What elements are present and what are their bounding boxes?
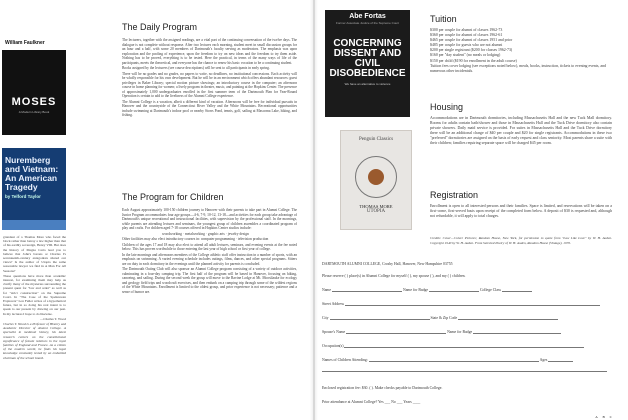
- form-reserve-line[interactable]: Please reserve ( ) place(s) in Alumni College for myself ( ), my spouse ( ), and my ( ) children.: [322, 274, 466, 278]
- street-field[interactable]: [345, 302, 600, 306]
- cover-title: Nuremberg and Vietnam: An American Tragedy: [5, 155, 59, 192]
- children-label: Names of Children Attending:: [322, 358, 368, 362]
- tuition-line: $150 per child ($190 for enrollment in the adult course): [430, 58, 517, 63]
- cover-author: THOMAS MORE: [359, 204, 393, 209]
- state-label: State & Zip Code: [430, 316, 458, 320]
- cover-title: MOSES: [11, 96, 57, 108]
- form-row-city: [322, 316, 612, 320]
- spouse-label: Spouse's Name: [322, 330, 346, 334]
- cover-stripe: [2, 220, 66, 230]
- cover-label: Penguin Classics: [358, 137, 394, 142]
- paragraph: woodworking · metalworking · graphic arts · jewelry design: [162, 231, 249, 236]
- city-field[interactable]: [330, 316, 430, 320]
- page-spine: [313, 0, 315, 420]
- tuition-line: $485 per couple for guests who are not alumni: [430, 43, 503, 48]
- occupation-label: Occupation(s): [322, 344, 344, 348]
- paragraph: Each August approximately 100-150 children journey to Hanover with their parents to take part in Alumni College. The Junior Program accommodates four age groups—4-6, 7-9, 10-12, 13-18—and activities for each group take advantage of Dartmouth's unique recreational and instructional facilities, with supervision by the professional staff. In the mornings, while parents are attending lectures and seminars, the youngest group of children assembles a coordinated program of play and crafts. For children aged 7-18 courses offered in Hopkins Center studios include:: [122, 208, 297, 230]
- paragraph: Other facilities may also elect introductory courses in: computer programming · television production: [122, 237, 269, 241]
- form-fee-line[interactable]: Enclosed registration fee: $30. ( ). Make checks payable to Dartmouth College.: [322, 386, 443, 390]
- ages-label: Ages: [539, 358, 548, 362]
- section-heading-daily-program: The Daily Program: [122, 22, 198, 32]
- registration-text: [430, 204, 612, 220]
- cover-tagline: Former Associate Justice of the Supreme Court: [335, 21, 400, 25]
- cover-author: by Telford Taylor: [5, 194, 41, 199]
- paragraph: Books assigned by the lecturers (see course descriptions) will be sent to all participants in early spring.: [122, 66, 270, 70]
- essay-column: [3, 235, 66, 361]
- tuition-line: $200 per single registrant ($200 for classes 1962-73): [430, 48, 513, 53]
- spouse-field[interactable]: [346, 330, 446, 334]
- form-row-children: [322, 358, 612, 362]
- signature: —Charles T. Wood: [39, 316, 66, 321]
- cover-author: William Faulkner: [2, 38, 66, 50]
- book-cover-utopia: [340, 130, 412, 230]
- tuition-line: $360 per couple for alumni of classes 1962-61: [430, 33, 503, 38]
- paragraph: Enrollment is open to all interested persons and their families. Space is limited, and reservations will be taken on a first-come, first-served basis upon receipt of the completed form below. A deposit of $30 is requested and, although not refundable, it will apply to total charges.: [430, 204, 612, 219]
- form-row-children-2: [322, 368, 612, 372]
- cover-publisher: A Modern Library Book: [18, 110, 50, 114]
- ages-field[interactable]: [548, 358, 573, 362]
- paragraph: The Dartmouth Outing Club will also sponsor an Alumni College program consisting of a variety of outdoor activities, culminating in a four-day camping trip. The first half of the program will be based in Hanover, focusing on hiking, canoeing, and sailing. During the second week the group will move to the Ravine Lodge at Mt. Moosilauke for ecology and geology field trips and woodcraft exercises, and then embark on a camping trip through some of the wildest regions of the White Mountains. Enrollment is limited to the oldest group, and prior experience is not necessary; patience and a sense of humor are.: [122, 267, 297, 294]
- credits: Credits: Cover—Culver Pictures; Random House, New York, for permission to quote from "Law Like Love" by W. H. Auden. Copyright 1940 by W. H. Auden. From Selected Poetry of W. H. Auden, Random House (Vintage), 1970.: [430, 236, 612, 245]
- paragraph: Accommodations are in Dartmouth dormitories, including Massachusetts Hall and the new Tuck Mall dormitory. Rooms for adults contain bath/shower and those in Massachusetts Hall and the Tuck Drive dormitory also contain private showers. Daily maid service is provided. For suites in Massachusetts Hall and the Tuck Drive dormitory there will be an additional charge of $40 per couple and $20 for single registrants. Accommodations in these two "preferred" dormitories are assigned on the basis of early request and class seniority. Most parents share a suite with their children; families requiring separate space will be charged $45 per room.: [430, 116, 612, 146]
- book-cover-nuremberg: [2, 148, 66, 230]
- spouse-badge-field[interactable]: [473, 330, 561, 334]
- form-row-name: [322, 288, 612, 292]
- class-field[interactable]: [502, 288, 532, 292]
- street-label: Street Address: [322, 302, 345, 306]
- children-program-text: [122, 208, 297, 295]
- cover-title: UTOPIA: [366, 209, 386, 214]
- paragraph: grandeur of a Thomas More who faced the block rather than betray a law higher than that of his earthly sovereign, Henry VIII. But does the history of Magna Carta lead you to believe that John's barons or Charles I's seventeenth-century antagonists shared our views? Is the author of Utopia the same reasonable lawyer we find in A Man For All Seasons?: [3, 235, 66, 273]
- form-row-street: [322, 302, 612, 306]
- paragraph: The Alumni College is a vacation, albeit a different kind of vacation. Afternoons will be free for individual pursuits in Hanover and the countryside of the Connecticut River Valley and the White Mountains. Recreational opportunities include swimming at Dartmouth's indoor pool or nearby Storrs Pond, tennis, golf, sailing at Mascoma Lake, hiking, and fishing.: [122, 99, 297, 117]
- tuition-line: $160 per "day student" (no meals or lodging): [430, 53, 501, 58]
- children-field[interactable]: [369, 358, 539, 362]
- badge-label: Name for Badge: [402, 288, 429, 292]
- author-bio: Charles T. Wood is a Professor of History and Academic Director of Alumni College. A specialist in medieval history, his latest research centers on the constitutional significance of female relatives in the royal families of England and France. As a citizen of the modern world, he finds his legal knowledge constantly tested by an embattled chairman of the school board.: [3, 322, 66, 360]
- tuition-line: $300 per couple for alumni of classes 1962-73: [430, 28, 503, 32]
- paragraph: In the late mornings and afternoons members of the College athletic staff offer instruction in a number of sports, with an emphasis on swimming. A varied evening schedule includes outings, films, dances, and other special programs. Sitters are on duty in each dormitory in the evenings until the planned activity for parents is concluded.: [122, 252, 297, 266]
- cover-author: Abe Fortas: [349, 13, 386, 20]
- cover-title: CONCERNING DISSENT AND CIVIL DISOBEDIENCE: [329, 38, 406, 79]
- name-field[interactable]: [332, 288, 402, 292]
- children-field-2[interactable]: [322, 368, 607, 372]
- form-address: DARTMOUTH ALUMNI COLLEGE, Crosby Hall, Hanover, New Hampshire 03755: [322, 262, 453, 266]
- section-heading-tuition: Tuition: [430, 14, 457, 24]
- form-row-spouse: [322, 330, 612, 334]
- section-heading-registration: Registration: [430, 190, 479, 200]
- cover-emblem: [355, 156, 397, 198]
- book-cover-moses: [2, 38, 66, 135]
- city-label: City: [322, 316, 329, 320]
- class-label: College Class: [479, 288, 501, 292]
- occupation-field[interactable]: [344, 344, 584, 348]
- paragraph: Children of the ages 17 and 18 may also elect to attend all adult lectures, seminars, and evening events at the fee noted below. This has proven worthwhile to those entering the last year of high school or first year of college.: [122, 242, 297, 251]
- tuition-list: [430, 28, 612, 74]
- housing-text: [430, 116, 612, 148]
- paragraph: There will be no grades and no grades, no papers to write, no deadlines, no institutional concessions. Each activity will be wholly responsible for his own development. But he will be in an environment which offers abundant resources: guest privileges in Baker Library; special motion picture showings; an introductory course in the computer; an afternoon course in home planning for women; a lively program in theater, music, and painting at the Hopkins Center. The presence of approximately 1,000 undergraduates enrolled in the first summer term of the Dartmouth Plan for Year-Round Operation is certain to add to the liveliness of the Alumni College experience.: [122, 71, 297, 98]
- paragraph: The lecturers, together with the assigned readings, are a vital part of the continuing conversation of the twelve days. The dialogue is not complete without response. After two lectures each morning, student meet in small discussion groups for an hour and a half, with some 20 members of Dartmouth's faculty serving as moderators. The emphasis was upon exploration and the pooling of experience, upon the freedom to try on new ideas and the freedom to try them aside. Nothing has to be proved, everything is to be tested. Here the practical, in terms of the many ways of life of the participants, meets the theoretical, and everyone has the chance to renew his basic vocation to be a continuing student.: [122, 38, 297, 65]
- section-heading-children: The Program for Children: [122, 192, 224, 202]
- form-code: A B C: [595, 415, 614, 419]
- form-prior-line[interactable]: Prior attendance at Alumni College? Yes ___ No ___ Years ____: [322, 400, 421, 404]
- tuition-note: Tuition fees cover lodging (see exceptions noted below), meals, books, instruction, tickets to evening events, and numerous other incidentals.: [430, 63, 606, 73]
- tuition-line: $465 per couple for alumni of classes 1951 and prior: [430, 38, 513, 43]
- daily-program-text: [122, 38, 297, 119]
- form-row-occupation: [322, 344, 612, 348]
- paragraph: These questions have more than academic interest, for examining them may help us clarify many of the mysteries surrounding the present quest for "law and order" as well as for "strict construction" on the Supreme Court. In "The Case of the Speluncean Explorers" Lon Fuller writes of a hypothetical future, but in so doing his real intent is to speak to our present by drawing on our past. In my lectures I hope to do likewise.: [3, 273, 66, 316]
- book-cover-dissent: [325, 10, 410, 117]
- section-heading-housing: Housing: [430, 102, 464, 112]
- credits-text: [430, 236, 612, 246]
- cover-subtitle: We have an alternative to violence: [344, 82, 391, 86]
- spouse-badge-label: Name for Badge: [447, 330, 473, 334]
- name-label: Name: [322, 288, 332, 292]
- state-field[interactable]: [458, 316, 558, 320]
- badge-field[interactable]: [429, 288, 479, 292]
